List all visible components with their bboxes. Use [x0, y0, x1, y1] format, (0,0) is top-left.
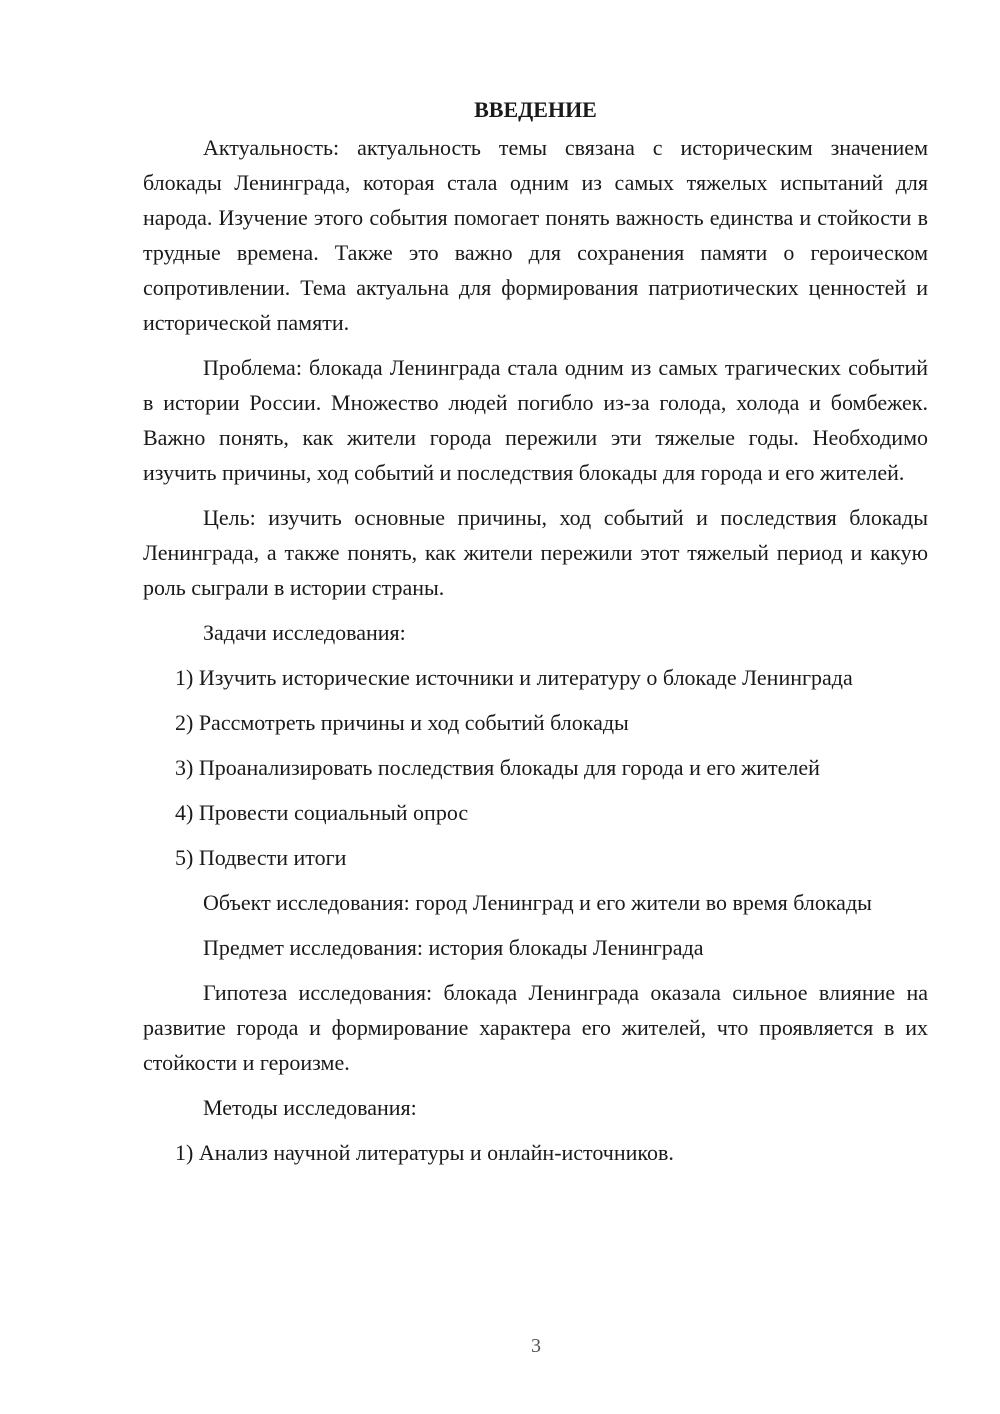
goal-paragraph: Цель: изучить основные причины, ход событий и последствия блокады Ленинграда, а также понять, как жители пережили этот тяжелый период и какую роль сыграли в истории страны. — [143, 505, 928, 600]
task-item-2: 2) Рассмотреть причины и ход событий блокады — [175, 710, 629, 735]
page-heading: ВВЕДЕНИЕ — [474, 97, 597, 122]
page-number: 3 — [531, 1335, 541, 1357]
task-item-5: 5) Подвести итоги — [175, 845, 347, 870]
hypothesis-paragraph: Гипотеза исследования: блокада Ленинграда оказала сильное влияние на развитие города и формирование характера его жителей, что проявляется в их стойкости и героизме. — [143, 980, 928, 1075]
page-body — [143, 92, 928, 1180]
subject-paragraph: Предмет исследования: история блокады Ленинграда — [203, 935, 704, 960]
method-item-1: 1) Анализ научной литературы и онлайн-источников. — [175, 1140, 674, 1165]
task-item-3: 3) Проанализировать последствия блокады для города и его жителей — [175, 755, 820, 780]
relevance-paragraph: Актуальность: актуальность темы связана с историческим значением блокады Ленинграда, которая стала одним из самых тяжелых испытаний для народа. Изучение этого события помогает понять важность единства и стойкости в трудные времена. Также это важно для сохранения памяти о героическом сопротивлении. Тема актуальна для формирования патриотических ценностей и исторической памяти. — [143, 135, 928, 335]
object-paragraph: Объект исследования: город Ленинград и его жители во время блокады — [203, 890, 872, 915]
problem-paragraph: Проблема: блокада Ленинграда стала одним из самых трагических событий в истории России. Множество людей погибло из-за голода, холода и бомбежек. Важно понять, как жители города пережили эти тяжелые годы. Необходимо изучить причины, ход событий и последствия блокады для города и его жителей. — [143, 355, 928, 485]
tasks-heading: Задачи исследования: — [203, 620, 406, 645]
task-item-1: 1) Изучить исторические источники и литературу о блокаде Ленинграда — [175, 665, 853, 690]
task-item-4: 4) Провести социальный опрос — [175, 800, 469, 825]
methods-heading: Методы исследования: — [203, 1095, 417, 1120]
